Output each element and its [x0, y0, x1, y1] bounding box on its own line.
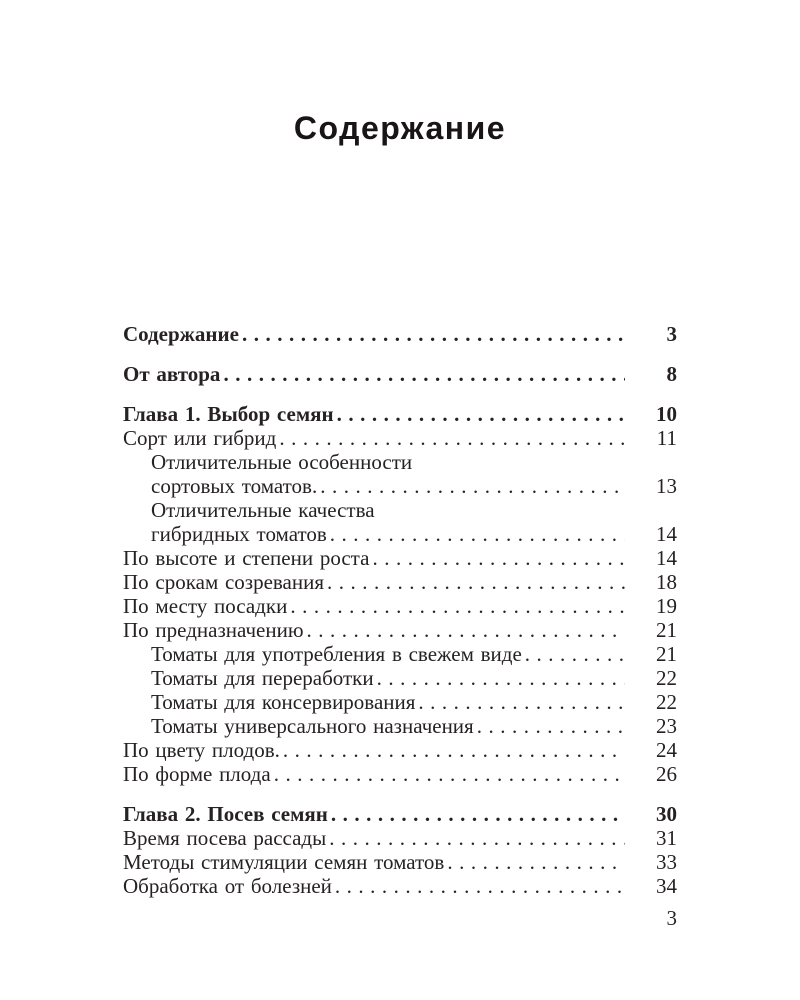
toc-entry-label: По предназначению [123, 618, 304, 642]
toc-row [123, 594, 677, 618]
toc-page-number: 21 [656, 618, 677, 642]
toc-entry-label: Сорт или гибрид [123, 426, 277, 450]
toc-page-number: 34 [656, 874, 677, 898]
toc-row [123, 450, 677, 474]
footer-page-number: 3 [666, 906, 677, 930]
toc-entry-label: Время посева рассады [123, 826, 327, 850]
toc-page-number: 23 [656, 714, 677, 738]
toc-entry-label: Глава 1. Выбор семян [123, 402, 334, 426]
toc-page-number: 22 [656, 666, 677, 690]
toc-row [123, 522, 677, 546]
toc-row [123, 802, 677, 826]
toc-entry-label: Отличительные качества [151, 498, 375, 522]
toc-page-number: 19 [656, 594, 677, 618]
toc-page-number: 26 [656, 762, 677, 786]
toc-row [123, 874, 677, 898]
toc-entry-label: Содержание [123, 322, 239, 346]
toc-entry-label: сортовых томатов. [151, 474, 318, 498]
toc-dot-leader [337, 402, 625, 426]
toc-row [123, 362, 677, 386]
toc-row [123, 690, 677, 714]
toc-dot-leader [283, 738, 625, 762]
toc-row [123, 570, 677, 594]
toc-row [123, 402, 677, 426]
toc-entry-label: По форме плода [123, 762, 271, 786]
toc-row [123, 738, 677, 762]
toc-page-number: 21 [656, 642, 677, 666]
toc-page-number: 31 [656, 826, 677, 850]
toc-entry-label: Отличительные особенности [151, 450, 413, 474]
toc-page-number: 24 [656, 738, 677, 762]
toc-page-number: 8 [666, 362, 677, 386]
toc-entry-label: гибридных томатов [151, 522, 327, 546]
toc-page-number: 10 [656, 402, 677, 426]
toc-page-number: 13 [656, 474, 677, 498]
toc-row [123, 762, 677, 786]
toc-dot-leader [330, 522, 625, 546]
toc-dot-leader [329, 826, 625, 850]
toc-dot-leader [279, 426, 625, 450]
toc-page-number: 30 [656, 802, 677, 826]
toc-row [123, 714, 677, 738]
toc-page-number: 14 [656, 522, 677, 546]
toc-page-number: 14 [656, 546, 677, 570]
toc-page-number: 33 [656, 850, 677, 874]
page-title: Содержание [293, 110, 507, 146]
toc-page-number: 18 [656, 570, 677, 594]
toc-dot-leader [327, 570, 625, 594]
toc-dot-leader [290, 594, 625, 618]
toc-dot-leader [331, 802, 625, 826]
toc-entry-label: По срокам созревания [123, 570, 325, 594]
toc-entry-label: Томаты для употребления в свежем виде [151, 642, 522, 666]
toc-dot-leader [335, 874, 625, 898]
toc-dot-leader [307, 618, 625, 642]
toc-entry-label: По высоте и степени роста [123, 546, 370, 570]
toc-row [123, 826, 677, 850]
toc-entry-label: Томаты универсального назначения [151, 714, 474, 738]
toc-dot-leader [447, 850, 625, 874]
toc-entry-label: Глава 2. Посев семян [123, 802, 328, 826]
toc-entry-label: По цвету плодов. [123, 738, 280, 762]
toc-row [123, 546, 677, 570]
toc-dot-leader [377, 666, 625, 690]
toc-entry-label: От автора [123, 362, 221, 386]
toc-row [123, 618, 677, 642]
toc-entry-label: Методы стимуляции семян томатов [123, 850, 445, 874]
toc-dot-leader [418, 690, 625, 714]
toc-row [123, 498, 677, 522]
toc-page-number: 11 [656, 426, 677, 450]
toc-row [123, 322, 677, 346]
toc-entry-label: Томаты для переработки [151, 666, 374, 690]
toc-dot-leader [320, 474, 625, 498]
toc-entry-label: По месту посадки [123, 594, 288, 618]
toc-dot-leader [223, 362, 625, 386]
toc-row [123, 426, 677, 450]
toc-row [123, 642, 677, 666]
toc-page-number: 3 [666, 322, 677, 346]
toc-row [123, 850, 677, 874]
toc-entry-label: Обработка от болезней [123, 874, 332, 898]
toc-row [123, 666, 677, 690]
toc-dot-leader [525, 642, 625, 666]
toc-page-number: 22 [656, 690, 677, 714]
toc-dot-leader [477, 714, 625, 738]
toc-list [123, 322, 677, 898]
toc-row [123, 474, 677, 498]
toc-dot-leader [242, 322, 625, 346]
toc-entry-label: Томаты для консервирования [151, 690, 416, 714]
toc-dot-leader [372, 546, 625, 570]
toc-dot-leader [274, 762, 625, 786]
